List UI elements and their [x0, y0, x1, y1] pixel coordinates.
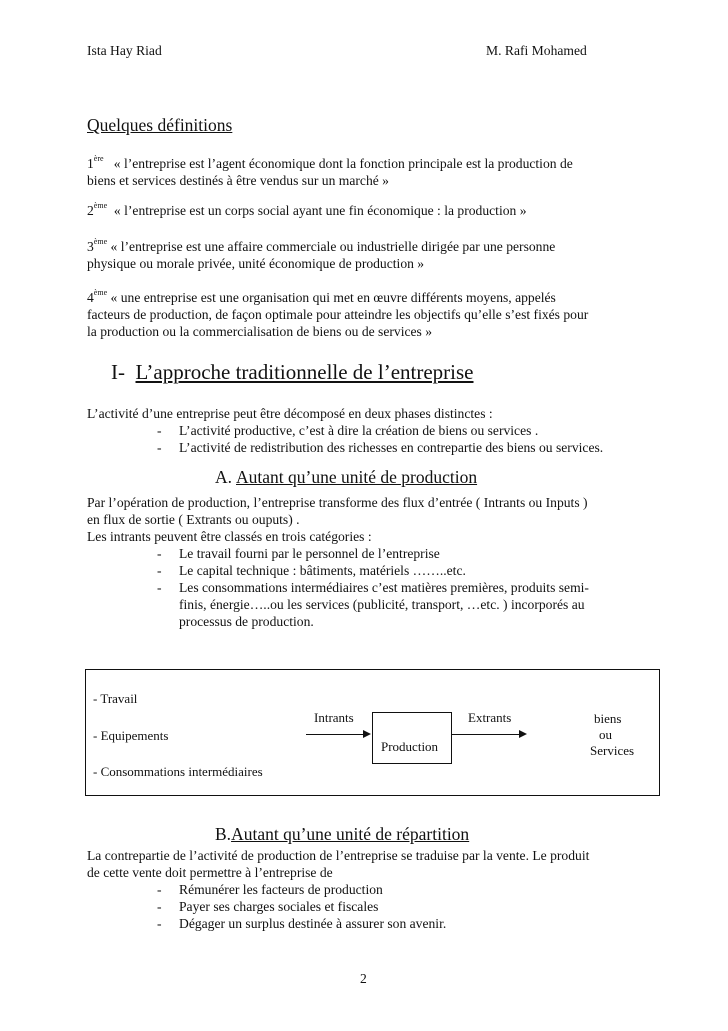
diagram-output-line1: biens: [594, 711, 622, 726]
definition-1-num: 1: [87, 156, 94, 171]
definition-1-sup: ère: [93, 154, 104, 163]
page-number: 2: [360, 971, 367, 986]
intrants-arrow-line: [306, 734, 364, 735]
definition-4-num: 4: [87, 290, 94, 305]
definition-3-line2: physique ou morale privée, unité économique de production »: [87, 256, 425, 271]
header-left: Ista Hay Riad: [87, 43, 162, 58]
bullet-dash: -: [157, 580, 162, 595]
definition-2-line1: « l’entreprise est un corps social ayant une fin économique : la production »: [113, 203, 527, 218]
diagram-input-equipements: - Equipements: [93, 728, 169, 743]
sectionA-p1-line1: Par l’opération de production, l’entreprise transforme des flux d’entrée ( Intrants ou Inputs ): [87, 495, 588, 510]
bullet-dash: -: [157, 423, 162, 438]
section1-bullet-2: L’activité de redistribution des richesses en contrepartie des biens ou services.: [179, 440, 604, 455]
extrants-arrow-icon: [519, 730, 527, 738]
sectionA-bullet-3-line1: Les consommations intermédiaires c’est matières premières, produits semi-: [179, 580, 589, 595]
diagram-production-label: Production: [381, 739, 439, 754]
definition-4-line3: la production ou la commercialisation de biens ou de services »: [87, 324, 433, 339]
intrants-arrow-icon: [363, 730, 371, 738]
definition-2: [87, 202, 527, 219]
sectionB-heading: [215, 826, 469, 843]
sectionB-bullet-2: Payer ses charges sociales et fiscales: [179, 899, 379, 914]
extrants-arrow-line: [452, 734, 520, 735]
sectionA-bullet-3-line2: finis, énergie…..ou les services (publicité, transport, …etc. ) incorporés au: [179, 597, 585, 612]
section1-heading: [111, 360, 474, 384]
bullet-dash: -: [157, 882, 162, 897]
definition-3-sup: ème: [93, 237, 108, 246]
section1-number: I-: [111, 360, 125, 384]
sectionA-letter: A.: [215, 467, 233, 487]
definition-1-line2: biens et services destinés à être vendus sur un marché »: [87, 173, 389, 188]
sectionA-bullet-1: Le travail fourni par le personnel de l’entreprise: [179, 546, 440, 561]
bullet-dash: -: [157, 916, 162, 931]
bullet-dash: -: [157, 563, 162, 578]
diagram-input-travail: - Travail: [93, 691, 138, 706]
section1-title: L’approche traditionnelle de l’entreprise: [135, 360, 474, 384]
sectionB-p1-line1: La contrepartie de l’activité de production de l’entreprise se traduise par la vente. Le produit: [87, 848, 590, 863]
sectionA-p1-line2: en flux de sortie ( Extrants ou ouputs) .: [87, 512, 300, 527]
definition-2-num: 2: [87, 203, 94, 218]
bullet-dash: -: [157, 440, 162, 455]
bullet-dash: -: [157, 899, 162, 914]
sectionB-letter: B.: [215, 824, 232, 844]
sectionB-p1-line2: de cette vente doit permettre à l’entreprise de: [87, 865, 333, 880]
definition-1-line1: « l’entreprise est l’agent économique dont la fonction principale est la production de: [113, 156, 573, 171]
sectionB-bullet-3: Dégager un surplus destinée à assurer son avenir.: [179, 916, 447, 931]
definition-3-line1: « l’entreprise est une affaire commerciale ou industrielle dirigée par une personne: [110, 239, 556, 254]
definition-4: [87, 289, 556, 306]
sectionB-title: Autant qu’une unité de répartition: [231, 824, 470, 844]
diagram-output-line3: Services: [590, 743, 635, 758]
definition-4-line2: facteurs de production, de façon optimale pour atteindre les objectifs qu’elle s’est fixés pour: [87, 307, 589, 322]
diagram-extrants-label: Extrants: [468, 710, 512, 725]
bullet-dash: -: [157, 546, 162, 561]
sectionB-bullet-1: Rémunérer les facteurs de production: [179, 882, 383, 897]
definition-3: [87, 238, 555, 255]
section1-intro: L’activité d’une entreprise peut être décomposé en deux phases distinctes :: [87, 406, 493, 421]
definition-4-line1: « une entreprise est une organisation qui met en œuvre différents moyens, appelés: [110, 290, 556, 305]
definitions-title: Quelques définitions: [87, 115, 233, 135]
diagram-input-consommations: - Consommations intermédiaires: [93, 764, 263, 779]
header-right: M. Rafi Mohamed: [486, 43, 587, 58]
section1-bullet-1: L’activité productive, c’est à dire la création de biens ou services .: [179, 423, 539, 438]
definition-4-sup: ème: [93, 288, 108, 297]
diagram-intrants-label: Intrants: [314, 710, 354, 725]
definition-2-sup: ème: [93, 201, 108, 210]
diagram-output-line2: ou: [599, 727, 612, 742]
sectionA-bullet-3-line3: processus de production.: [179, 614, 314, 629]
sectionA-bullet-2: Le capital technique : bâtiments, matériels ……..etc.: [179, 563, 466, 578]
definition-3-num: 3: [87, 239, 94, 254]
sectionA-p2: Les intrants peuvent être classés en trois catégories :: [87, 529, 372, 544]
sectionA-title: Autant qu’une unité de production: [236, 467, 478, 487]
definition-1: [87, 155, 573, 172]
sectionA-heading: [215, 469, 477, 486]
